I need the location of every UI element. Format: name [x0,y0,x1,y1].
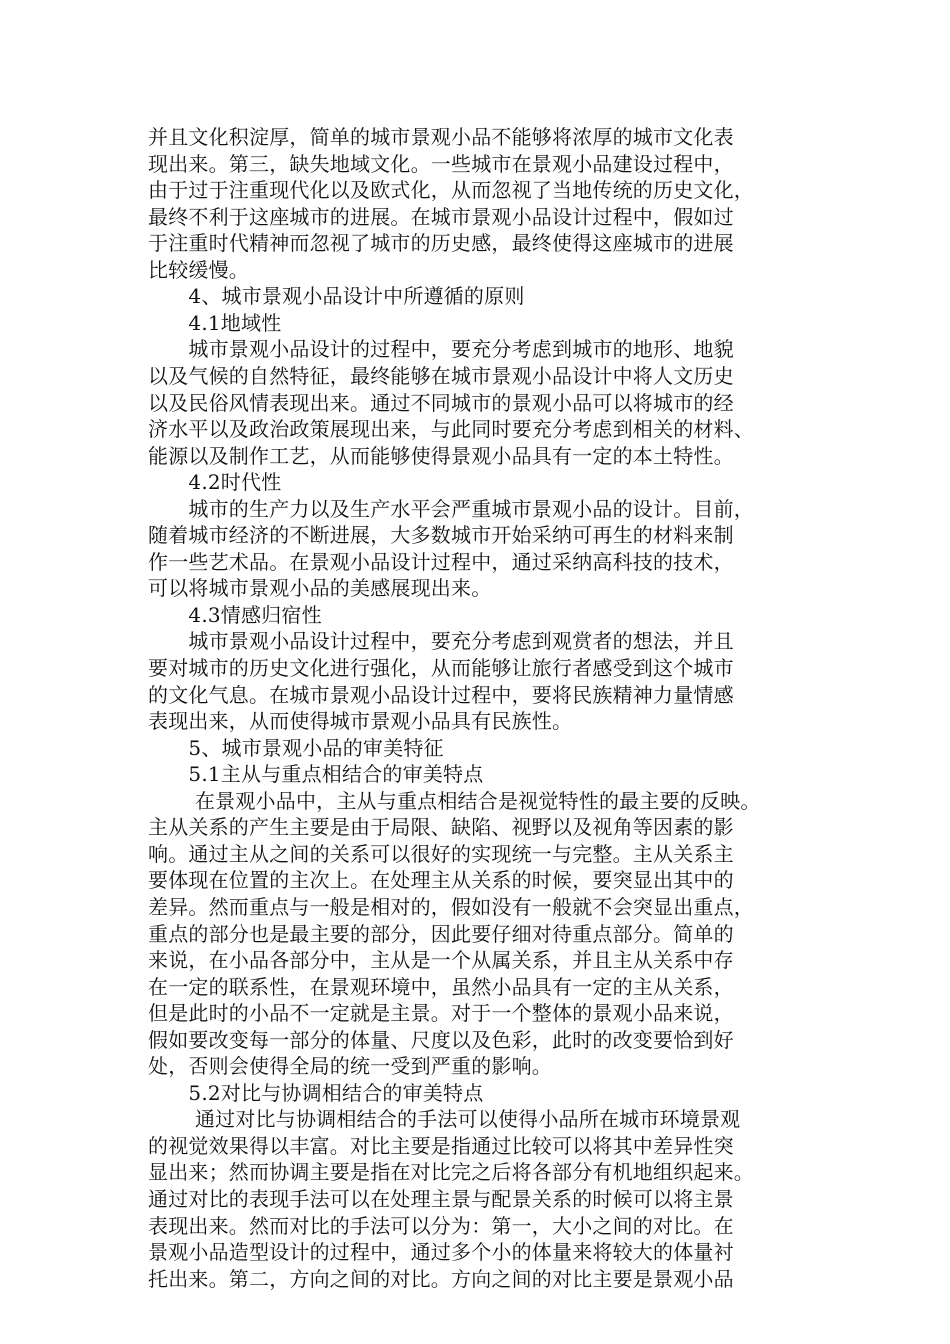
text-line: 城市景观小品设计过程中，要充分考虑到观赏者的想法，并且 [148,629,734,654]
text-line: 通过对比的表现手法可以在处理主景与配景关系的时候可以将主景 [148,1187,734,1211]
text-line: 随着城市经济的不断进展，大多数城市开始采纳可再生的材料来制 [148,523,734,548]
text-line: 现出来。第三，缺失地域文化。一些城市在景观小品建设过程中， [148,151,734,176]
text-line: 最终不利于这座城市的进展。在城市景观小品设计过程中，假如过 [148,204,734,229]
text-line: 假如要改变每一部分的体量、尺度以及色彩，此时的改变要恰到好 [148,1027,734,1052]
text-line: 城市景观小品设计的过程中，要充分考虑到城市的地形、地貌 [148,337,734,362]
text-line: 5、城市景观小品的审美特征 [148,735,444,760]
text-line: 显出来；然而协调主要是指在对比完之后将各部分有机地组织起来。 [148,1160,754,1185]
text-line: 4.2时代性 [148,470,282,495]
text-line: 4.3情感归宿性 [148,602,322,627]
text-line: 通过对比与协调相结合的手法可以使得小品所在城市环境景观 [148,1107,741,1132]
text-line: 的文化气息。在城市景观小品设计过程中，要将民族精神力量情感 [148,682,734,707]
text-line: 在一定的联系性，在景观环境中，虽然小品具有一定的主从关系， [148,974,734,999]
text-line: 表现出来。然而对比的手法可以分为：第一，大小之间的对比。在 [148,1213,734,1238]
text-line: 城市的生产力以及生产水平会严重城市景观小品的设计。目前， [148,496,754,521]
text-line: 重点的部分也是最主要的部分，因此要仔细对待重点部分。简单的 [148,921,734,946]
text-line: 处，否则会使得全局的统一受到严重的影响。 [148,1054,552,1079]
text-line: 以及气候的自然特征，最终能够在城市景观小品设计中将人文历史 [148,363,734,388]
text-line: 比较缓慢。 [148,257,249,282]
text-line: 可以将城市景观小品的美感展现出来。 [148,576,492,601]
text-line: 并且文化积淀厚，简单的城市景观小品不能够将浓厚的城市文化表 [148,125,734,149]
text-line: 主从关系的产生主要是由于局限、缺陷、视野以及视角等因素的影 [148,815,734,840]
text-line: 4.1地域性 [148,310,282,335]
text-line: 5.2对比与协调相结合的审美特点 [148,1080,484,1105]
text-line: 能源以及制作工艺，从而能够使得景观小品具有一定的本土特性。 [148,443,734,468]
text-line: 5.1主从与重点相结合的审美特点 [148,762,484,787]
text-line: 4、城市景观小品设计中所遵循的原则 [148,284,525,309]
text-line: 作一些艺术品。在景观小品设计过程中，通过采纳高科技的技术， [148,549,734,574]
text-line: 来说，在小品各部分中，主从是一个从属关系，并且主从关系中存 [148,948,734,973]
text-line: 在景观小品中，主从与重点相结合是视觉特性的最主要的反映。 [148,788,761,813]
text-line: 济水平以及政治政策展现出来，与此同时要充分考虑到相关的材料、 [148,417,754,442]
text-line: 表现出来，从而使得城市景观小品具有民族性。 [148,709,573,734]
text-line: 的视觉效果得以丰富。对比主要是指通过比较可以将其中差异性突 [148,1133,734,1158]
text-line: 景观小品造型设计的过程中，通过多个小的体量来将较大的体量衬 [148,1240,734,1265]
text-line: 于注重时代精神而忽视了城市的历史感，最终使得这座城市的进展 [148,231,734,256]
text-line: 托出来。第二，方向之间的对比。方向之间的对比主要是景观小品 [148,1266,734,1291]
text-line: 由于过于注重现代化以及欧式化，从而忽视了当地传统的历史文化， [148,178,754,203]
text-line: 以及民俗风情表现出来。通过不同城市的景观小品可以将城市的经 [148,390,734,415]
text-line: 要体现在位置的主次上。在处理主从关系的时候，要突显出其中的 [148,868,734,893]
text-line: 响。通过主从之间的关系可以很好的实现统一与完整。主从关系主 [148,841,734,866]
text-line: 差异。然而重点与一般是相对的，假如没有一般就不会突显出重点， [148,894,754,919]
text-line: 但是此时的小品不一定就是主景。对于一个整体的景观小品来说， [148,1001,734,1026]
text-line: 要对城市的历史文化进行强化，从而能够让旅行者感受到这个城市 [148,656,734,680]
